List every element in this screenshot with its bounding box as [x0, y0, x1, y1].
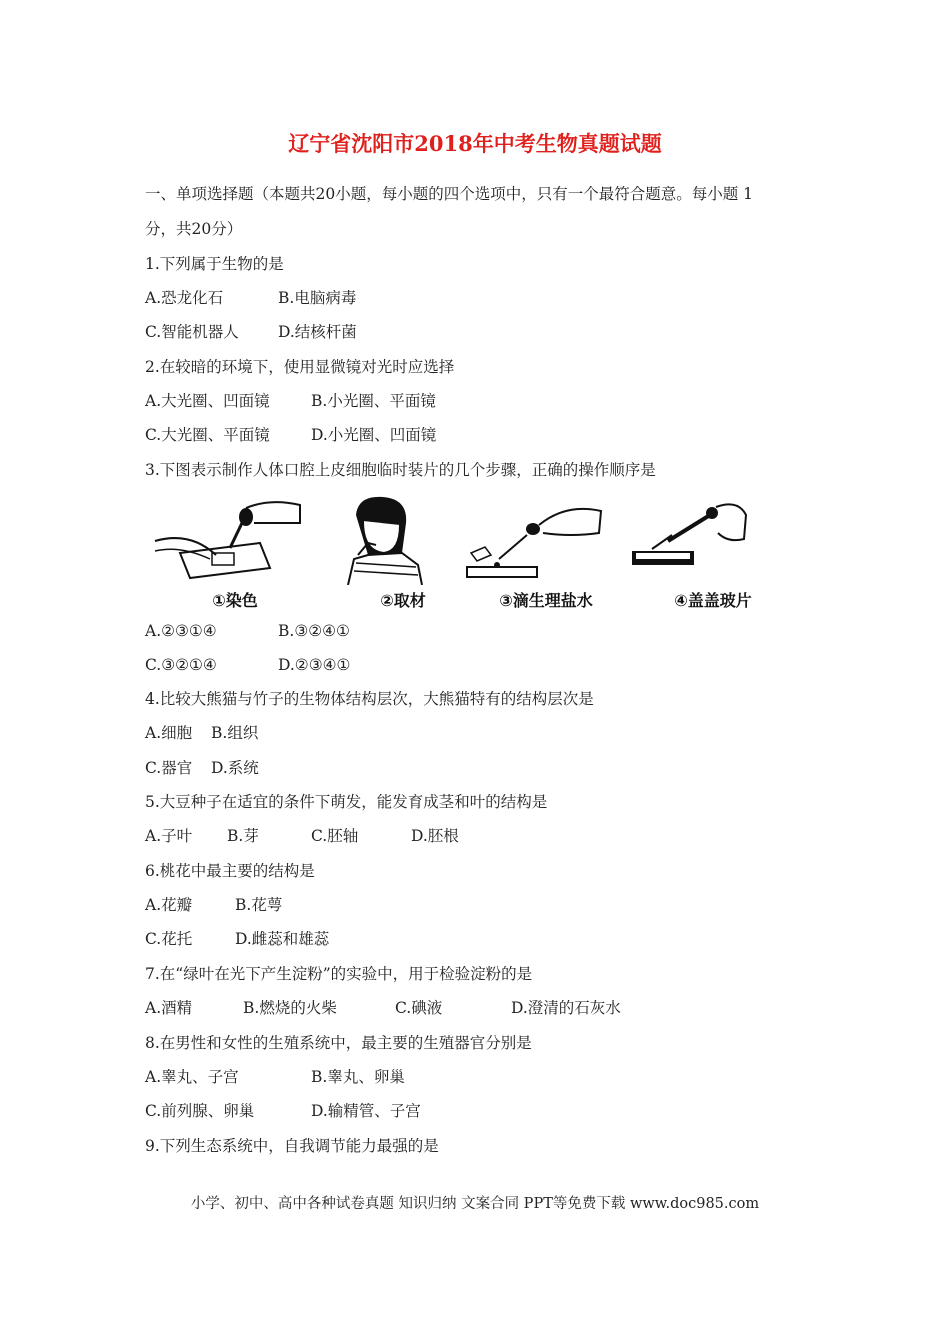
question-4-options-row1 — [145, 723, 258, 743]
question-2-options-row1 — [145, 391, 436, 411]
section-heading-line1: 一、单项选择题（本题共20小题，每小题的四个选项中，只有一个最符合题意。每小题 1 — [145, 185, 754, 203]
question-3-options-row2 — [145, 655, 350, 675]
figure-step-coverslip — [628, 493, 798, 611]
option-c: C.大光圈、平面镜 — [145, 426, 270, 444]
question-6-options-row2 — [145, 929, 329, 949]
figure-step-saline — [461, 493, 631, 611]
option-a: A.睾丸、子宫 — [145, 1068, 239, 1086]
question-6-stem: 6.桃花中最主要的结构是 — [145, 862, 315, 880]
question-1-stem: 1.下列属于生物的是 — [145, 255, 284, 273]
option-b: B.燃烧的火柴 — [243, 999, 337, 1017]
option-a: A.恐龙化石 — [145, 289, 224, 307]
question-3-stem: 3.下图表示制作人体口腔上皮细胞临时装片的几个步骤，正确的操作顺序是 — [145, 461, 656, 479]
saline-illustration-icon — [461, 493, 631, 585]
option-d: D.小光圈、凹面镜 — [311, 426, 437, 444]
figure-caption-1: ①染色 — [212, 591, 258, 610]
option-d: D.系统 — [211, 759, 259, 777]
page-title: 辽宁省沈阳市2018年中考生物真题试题 — [288, 131, 662, 156]
option-b: B.电脑病毒 — [278, 289, 357, 307]
option-c: C.花托 — [145, 930, 193, 948]
figure-caption-2: ②取材 — [380, 591, 426, 610]
question-8-stem: 8.在男性和女性的生殖系统中，最主要的生殖器官分别是 — [145, 1034, 532, 1052]
question-7-stem: 7.在“绿叶在光下产生淀粉”的实验中，用于检验淀粉的是 — [145, 965, 533, 983]
option-d: D.输精管、子宫 — [311, 1102, 421, 1120]
option-d: D.澄清的石灰水 — [511, 999, 621, 1017]
question-2-options-row2 — [145, 425, 436, 445]
option-c: C.胚轴 — [311, 827, 359, 845]
option-d: D.②③④① — [278, 656, 351, 674]
option-b: B.花萼 — [235, 896, 283, 914]
option-d: D.结核杆菌 — [278, 323, 357, 341]
coverslip-illustration-icon — [628, 493, 798, 585]
figure-caption-3: ③滴生理盐水 — [499, 591, 593, 610]
question-3-options-row1 — [145, 621, 350, 641]
question-7-options — [145, 998, 621, 1018]
option-c: C.器官 — [145, 759, 193, 777]
question-2-stem: 2.在较暗的环境下，使用显微镜对光时应选择 — [145, 358, 455, 376]
question-6-options-row1 — [145, 895, 282, 915]
figure-caption-4: ④盖盖玻片 — [674, 591, 752, 610]
option-d: D.雌蕊和雄蕊 — [235, 930, 330, 948]
question-9-stem: 9.下列生态系统中，自我调节能力最强的是 — [145, 1137, 439, 1155]
option-a: A.②③①④ — [145, 622, 217, 640]
stain-illustration-icon — [150, 493, 320, 585]
page-footer: 小学、初中、高中各种试卷真题 知识归纳 文案合同 PPT等免费下载 www.doc985.com — [190, 1196, 760, 1212]
option-a: A.大光圈、凹面镜 — [145, 392, 270, 410]
question-1-options-row2 — [145, 322, 357, 342]
question-5-options — [145, 826, 459, 846]
figure-step-stain — [150, 493, 320, 611]
option-b: B.③②④① — [278, 622, 350, 640]
option-a: A.花瓣 — [145, 896, 193, 914]
option-b: B.芽 — [227, 827, 259, 845]
option-c: C.智能机器人 — [145, 323, 239, 341]
option-b: B.组织 — [211, 724, 259, 742]
question-5-stem: 5.大豆种子在适宜的条件下萌发，能发育成茎和叶的结构是 — [145, 793, 548, 811]
option-b: B.小光圈、平面镜 — [311, 392, 436, 410]
option-a: A.细胞 — [145, 724, 193, 742]
question-4-options-row2 — [145, 758, 259, 778]
option-b: B.睾丸、卵巢 — [311, 1068, 405, 1086]
question-8-options-row2 — [145, 1101, 421, 1121]
option-c: C.碘液 — [395, 999, 443, 1017]
option-c: C.前列腺、卵巢 — [145, 1102, 255, 1120]
question-4-stem: 4.比较大熊猫与竹子的生物体结构层次，大熊猫特有的结构层次是 — [145, 690, 594, 708]
option-a: A.子叶 — [145, 827, 193, 845]
option-c: C.③②①④ — [145, 656, 217, 674]
option-a: A.酒精 — [145, 999, 193, 1017]
question-1-options-row1 — [145, 288, 356, 308]
option-d: D.胚根 — [411, 827, 459, 845]
question-8-options-row1 — [145, 1067, 405, 1087]
section-heading-line2: 分，共20分） — [145, 220, 243, 238]
